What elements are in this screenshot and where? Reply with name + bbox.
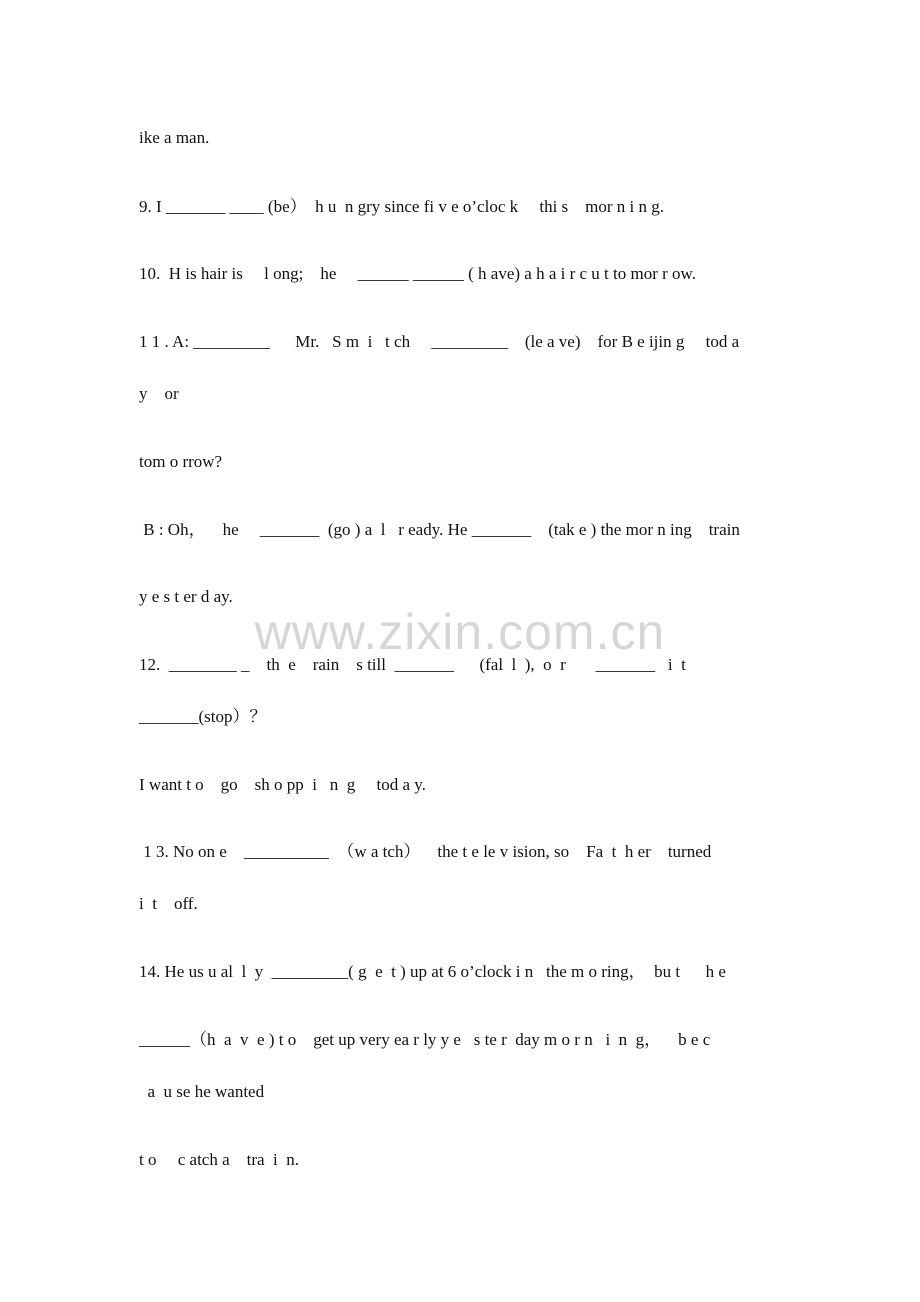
- question-11-b-line-1: B : Oh， he _______ (go ) a l r eady. He _______ (tak e ) the mor n ing train: [139, 520, 740, 539]
- question-9: 9. I _______ ____ (be） h u n gry since fi v e o’cloc k thi s mor n i n g.: [139, 197, 665, 216]
- question-13-line-1: 1 3. No on e __________ （w a tch） the t e le v ision, so Fa t h er turned: [139, 842, 712, 861]
- question-12-line-3: I want t o go sh o pp i n g tod a y.: [139, 775, 426, 794]
- question-10: 10. H is hair is l ong; he ______ ______ ( h ave) a h a i r c u t to mor r ow.: [139, 264, 696, 283]
- question-13-line-2: i t off.: [139, 894, 198, 913]
- question-12-line-1: 12. ________ _ th e rain s till _______ (fal l ), o r _______ i t: [139, 655, 686, 674]
- question-11-line-3: tom o rrow?: [139, 452, 223, 471]
- watermark-text: www.zixin.com.cn: [254, 604, 666, 660]
- text-line-fragment: ike a man.: [139, 128, 210, 147]
- question-14-line-3: a u se he wanted: [139, 1082, 265, 1101]
- question-11-line-1: 1 1 . A: _________ Mr. S m i t ch _________ (le a ve) for B e ijin g tod a: [139, 332, 740, 351]
- question-14-line-2: ______（h a v e ) t o get up very ea r ly y e s te r day m o r n i n g， b e c: [139, 1030, 711, 1049]
- question-12-line-2: _______(stop）？: [139, 707, 267, 726]
- question-14-line-4: t o c atch a tra i n.: [139, 1150, 300, 1169]
- question-11-line-2: y or: [139, 384, 179, 403]
- question-11-b-line-2: y e s t er d ay.: [139, 587, 233, 606]
- question-14-line-1: 14. He us u al l y _________( g e t ) up at 6 o’clock i n the m o ring， bu t h e: [139, 962, 726, 981]
